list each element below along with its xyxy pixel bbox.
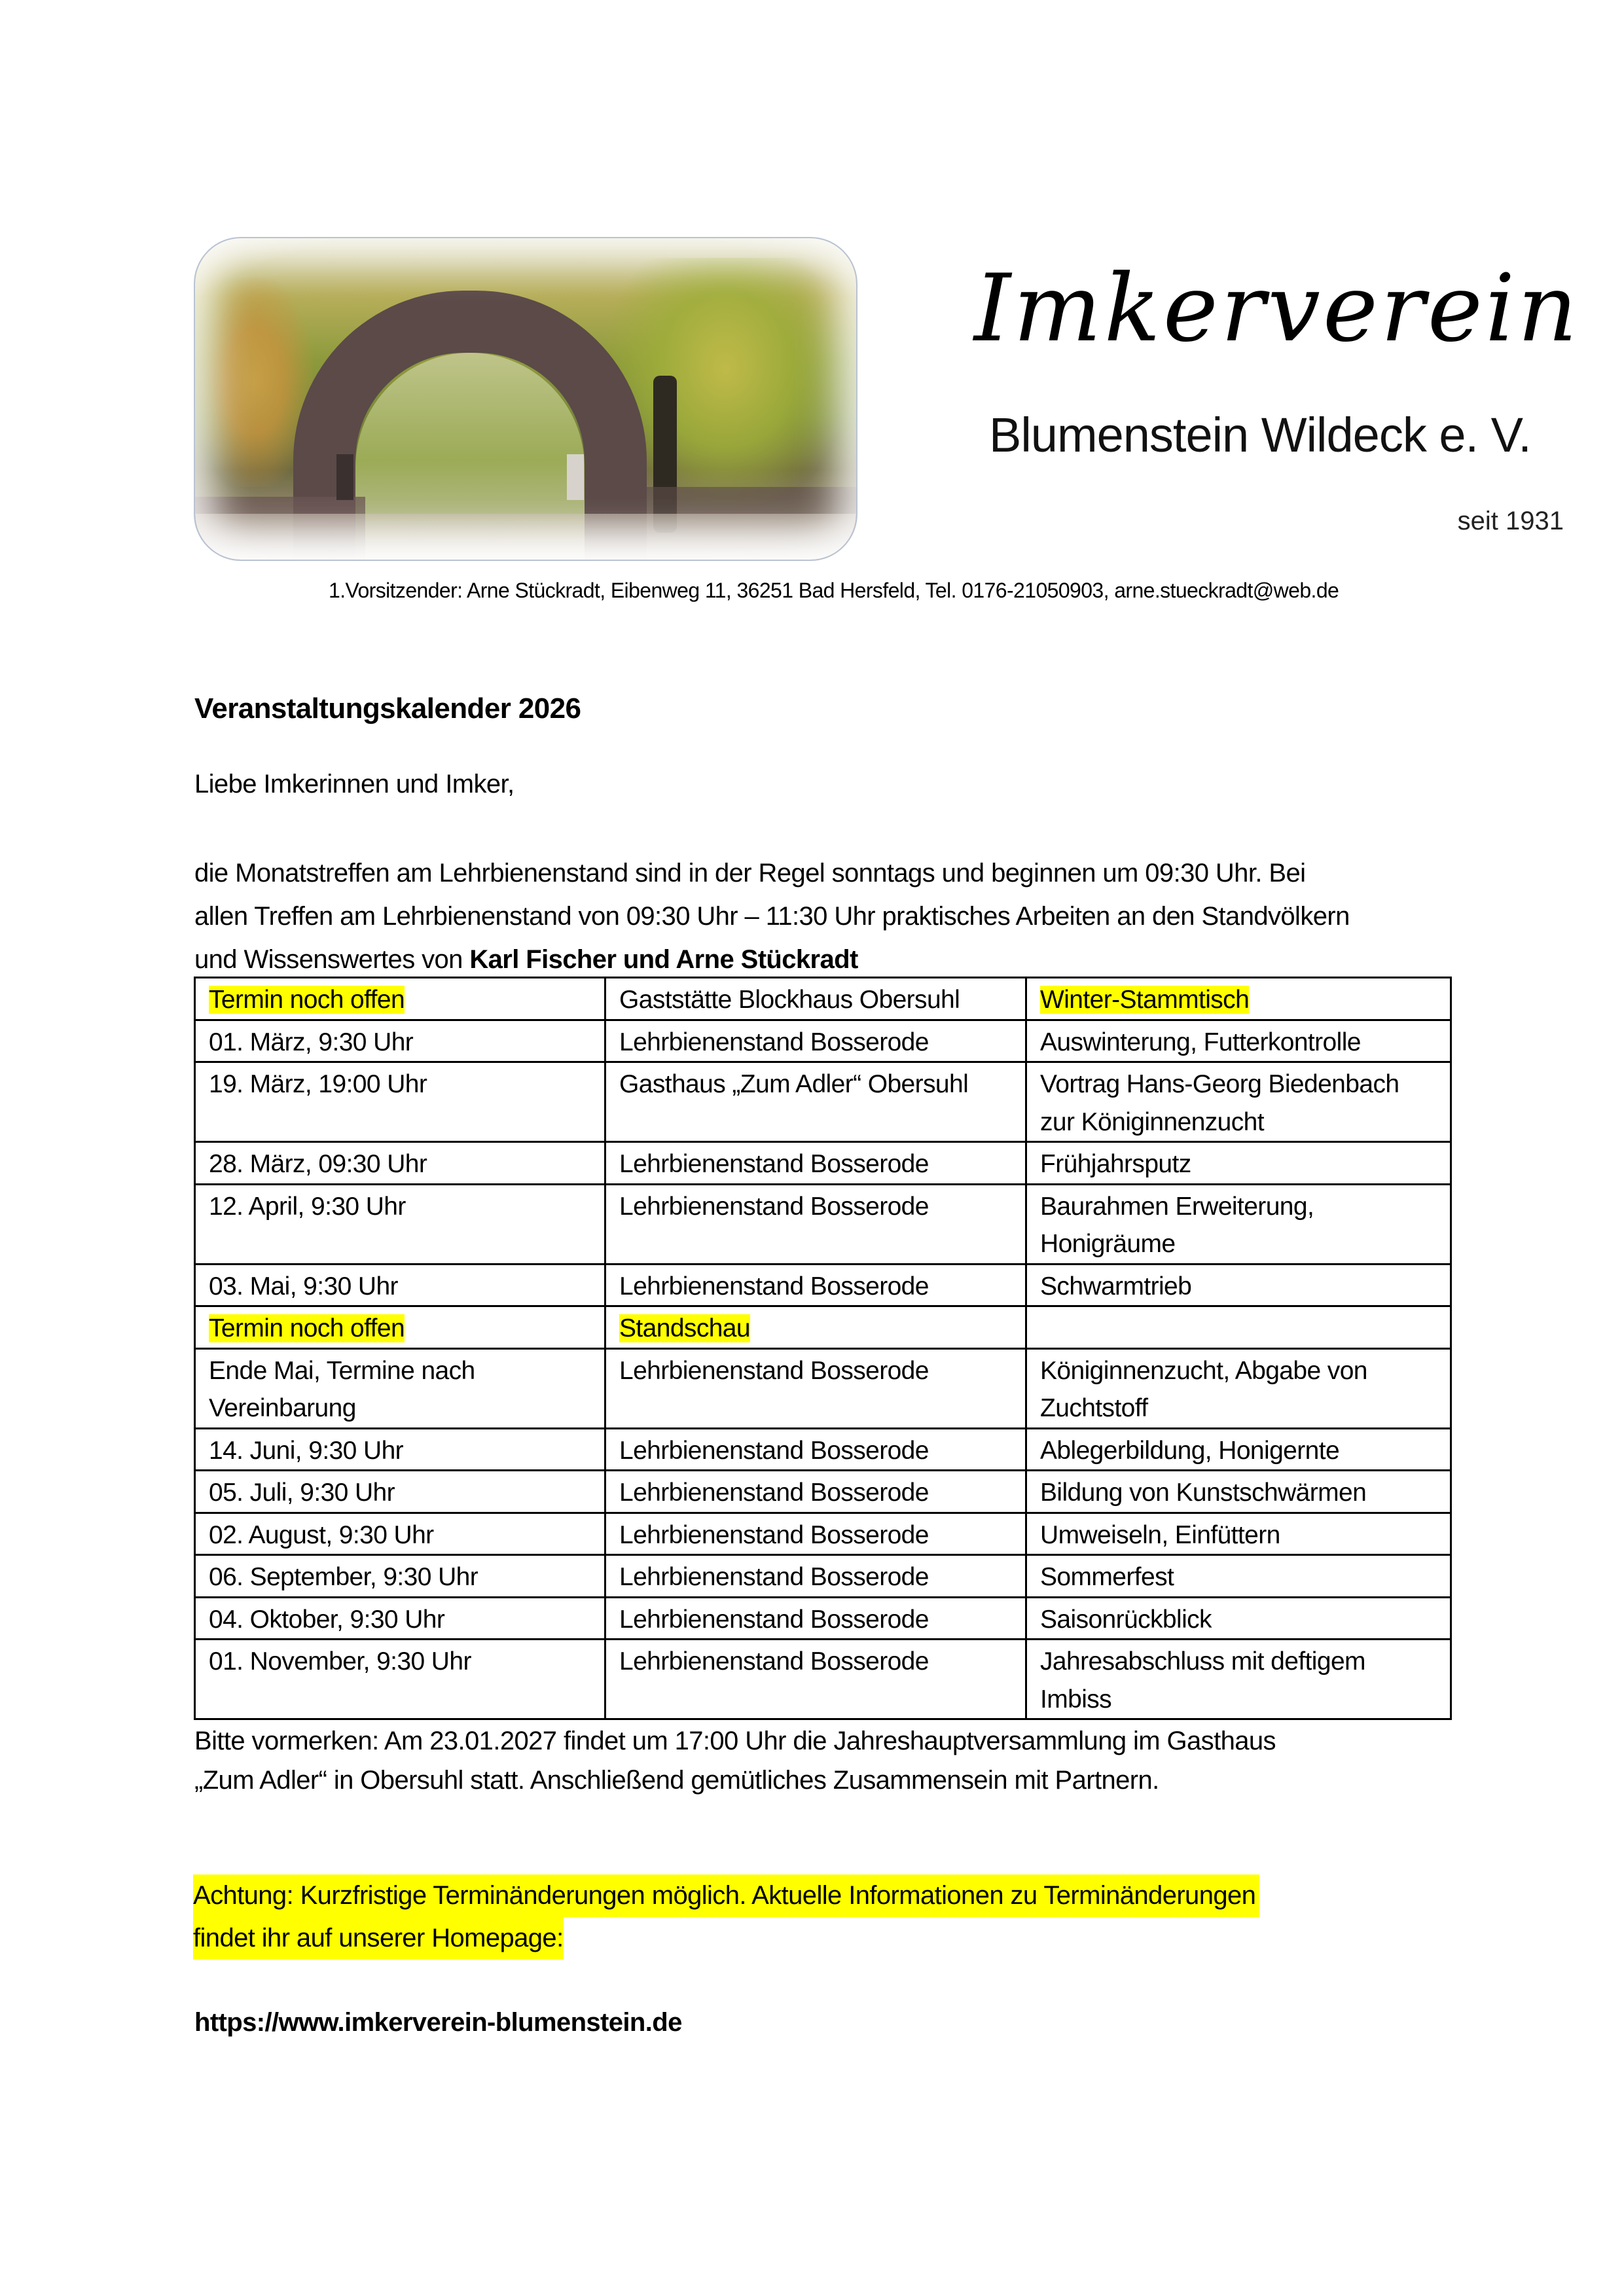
event-date-cell: [195, 1348, 605, 1428]
event-location-cell: [605, 1555, 1026, 1598]
event-topic-cell: [1026, 1513, 1451, 1555]
event-location: Lehrbienenstand Bosserode: [619, 1563, 929, 1591]
event-topic-cell: [1026, 1597, 1451, 1640]
event-date-cell: [195, 1640, 605, 1719]
event-location: Lehrbienenstand Bosserode: [619, 1192, 929, 1221]
event-row: [195, 1142, 1451, 1185]
warning-line-2: findet ihr auf unserer Homepage:: [193, 1917, 564, 1960]
founded-label: seit 1931: [1457, 507, 1564, 535]
event-date-cell: [195, 1555, 605, 1598]
event-location-cell: [605, 1428, 1026, 1471]
notice-line-1: Bitte vormerken: Am 23.01.2027 findet um 17:00 Uhr die Jahreshauptversammlung im Gasthaus: [194, 1727, 1276, 1755]
event-topic: Königinnenzucht, Abgabe von: [1040, 1356, 1367, 1385]
event-date: [209, 981, 596, 1019]
event-date: 28. März, 09:30 Uhr: [209, 1150, 427, 1178]
events-table-body: [195, 978, 1451, 1719]
event-date-cell: [195, 1264, 605, 1306]
event-row: [195, 1513, 1451, 1555]
event-date: 12. April, 9:30 Uhr: [209, 1192, 406, 1221]
event-date-cell: [195, 1020, 605, 1062]
event-location: Gasthaus „Zum Adler“ Obersuhl: [619, 1070, 969, 1098]
event-date: 19. März, 19:00 Uhr: [209, 1070, 427, 1098]
event-date: 03. Mai, 9:30 Uhr: [209, 1272, 398, 1300]
event-date-cell: [195, 1597, 605, 1640]
event-location-cell: [605, 1306, 1026, 1349]
event-date-highlight: Termin noch offen: [209, 1314, 405, 1342]
event-location-cell: [605, 1471, 1026, 1513]
event-date-cell: [195, 1428, 605, 1471]
event-topic-cell: [1026, 1471, 1451, 1513]
event-date: 06. September, 9:30 Uhr: [209, 1563, 478, 1591]
event-topic: [1040, 981, 1442, 1019]
event-date-highlight: Termin noch offen: [209, 986, 405, 1014]
event-date: 02. August, 9:30 Uhr: [209, 1520, 434, 1549]
event-date-cell: [195, 1471, 605, 1513]
warning-line-1: Achtung: Kurzfristige Terminänderungen möglich. Aktuelle Informationen zu Terminänderungen: [193, 1874, 1259, 1917]
event-topic: Schwarmtrieb: [1040, 1272, 1192, 1300]
header-photo: [194, 237, 857, 561]
events-table: [194, 977, 1452, 1720]
event-topic-cell: [1026, 1062, 1451, 1142]
event-date: Vereinbarung: [209, 1394, 356, 1422]
event-row: [195, 1020, 1451, 1062]
event-date: Ende Mai, Termine nach: [209, 1356, 475, 1385]
event-topic: Imbiss: [1040, 1685, 1112, 1713]
event-topic: Sommerfest: [1040, 1563, 1174, 1591]
event-row: [195, 1640, 1451, 1719]
photo-vignette: [195, 238, 856, 560]
event-location-cell: [605, 1020, 1026, 1062]
page-title: Veranstaltungskalender 2026: [194, 692, 581, 725]
event-location: Lehrbienenstand Bosserode: [619, 1272, 929, 1300]
event-row: [195, 1306, 1451, 1349]
event-date-cell: [195, 978, 605, 1020]
contact-line: 1.Vorsitzender: Arne Stückradt, Eibenweg 11, 36251 Bad Hersfeld, Tel. 0176-21050903, arne.stueckradt@web.de: [329, 579, 1339, 602]
event-location-highlight: Standschau: [619, 1314, 750, 1342]
event-topic: Jahresabschluss mit deftigem: [1040, 1647, 1365, 1676]
notice-line-2: „Zum Adler“ in Obersuhl statt. Anschließend gemütliches Zusammensein mit Partnern.: [194, 1766, 1159, 1795]
event-location: Gaststätte Blockhaus Obersuhl: [619, 986, 960, 1014]
event-topic: zur Königinnenzucht: [1040, 1107, 1264, 1136]
event-topic-cell: [1026, 1264, 1451, 1306]
event-topic: Bildung von Kunstschwärmen: [1040, 1479, 1367, 1507]
event-topic-cell: [1026, 1640, 1451, 1719]
event-topic-cell: [1026, 1020, 1451, 1062]
event-topic: Zuchtstoff: [1040, 1394, 1148, 1422]
event-location-cell: [605, 1264, 1026, 1306]
event-location: Lehrbienenstand Bosserode: [619, 1520, 929, 1549]
event-topic-cell: [1026, 1348, 1451, 1428]
intro-line-2: allen Treffen am Lehrbienenstand von 09:30 Uhr – 11:30 Uhr praktisches Arbeiten an den Standvölkern: [194, 902, 1350, 931]
event-date-cell: [195, 1184, 605, 1264]
event-date: 04. Oktober, 9:30 Uhr: [209, 1605, 445, 1634]
speaker-names: Karl Fischer und Arne Stückradt: [469, 945, 858, 974]
event-location-cell: [605, 1597, 1026, 1640]
event-row: [195, 1471, 1451, 1513]
event-location-cell: [605, 1640, 1026, 1719]
event-location: Lehrbienenstand Bosserode: [619, 1647, 929, 1676]
event-location: Lehrbienenstand Bosserode: [619, 1479, 929, 1507]
event-date: 01. November, 9:30 Uhr: [209, 1647, 471, 1676]
intro-line-1: die Monatstreffen am Lehrbienenstand sind in der Regel sonntags und beginnen um 09:30 Uhr. Bei: [194, 859, 1306, 888]
event-topic-cell: [1026, 1555, 1451, 1598]
event-row: [195, 1062, 1451, 1142]
club-subtitle: Blumenstein Wildeck e. V.: [989, 408, 1531, 462]
greeting: Liebe Imkerinnen und Imker,: [194, 770, 514, 798]
warning-block: [193, 1874, 1259, 1960]
event-location-cell: [605, 1142, 1026, 1185]
event-date-cell: [195, 1513, 605, 1555]
event-location: Lehrbienenstand Bosserode: [619, 1028, 929, 1056]
event-location: Lehrbienenstand Bosserode: [619, 1605, 929, 1634]
event-row: [195, 1348, 1451, 1428]
event-date: 01. März, 9:30 Uhr: [209, 1028, 414, 1056]
event-topic-cell: [1026, 1428, 1451, 1471]
event-topic: Umweiseln, Einfüttern: [1040, 1520, 1280, 1549]
event-row: [195, 1597, 1451, 1640]
event-location: Lehrbienenstand Bosserode: [619, 1356, 929, 1385]
homepage-link[interactable]: https://www.imkerverein-blumenstein.de: [194, 2008, 682, 2037]
event-location: [619, 1310, 1017, 1348]
event-date-cell: [195, 1142, 605, 1185]
event-location: Lehrbienenstand Bosserode: [619, 1436, 929, 1465]
event-row: [195, 978, 1451, 1020]
event-topic-cell: [1026, 1142, 1451, 1185]
event-location-cell: [605, 1513, 1026, 1555]
event-location-cell: [605, 1348, 1026, 1428]
event-topic: Baurahmen Erweiterung,: [1040, 1192, 1314, 1221]
intro-line-3-text: und Wissenswertes von: [194, 945, 470, 974]
event-location-cell: [605, 1184, 1026, 1264]
event-date: 14. Juni, 9:30 Uhr: [209, 1436, 404, 1465]
event-topic: Honigräume: [1040, 1230, 1176, 1258]
event-topic-highlight: Winter-Stammtisch: [1040, 986, 1250, 1014]
event-row: [195, 1428, 1451, 1471]
intro-line-3: [194, 941, 858, 978]
event-topic: Auswinterung, Futterkontrolle: [1040, 1028, 1361, 1056]
event-date-cell: [195, 1062, 605, 1142]
event-topic-cell: [1026, 1306, 1451, 1349]
event-topic: Saisonrückblick: [1040, 1605, 1212, 1634]
event-topic: Ablegerbildung, Honigernte: [1040, 1436, 1340, 1465]
club-title: Imkerverein: [974, 255, 1580, 363]
event-location-cell: [605, 978, 1026, 1020]
event-topic: Vortrag Hans-Georg Biedenbach: [1040, 1070, 1399, 1098]
event-topic-cell: [1026, 978, 1451, 1020]
event-row: [195, 1555, 1451, 1598]
event-topic: Frühjahrsputz: [1040, 1150, 1191, 1178]
event-date: [209, 1310, 596, 1348]
event-location-cell: [605, 1062, 1026, 1142]
event-row: [195, 1264, 1451, 1306]
event-date-cell: [195, 1306, 605, 1349]
event-date: 05. Juli, 9:30 Uhr: [209, 1479, 395, 1507]
event-topic-cell: [1026, 1184, 1451, 1264]
event-row: [195, 1184, 1451, 1264]
event-location: Lehrbienenstand Bosserode: [619, 1150, 929, 1178]
